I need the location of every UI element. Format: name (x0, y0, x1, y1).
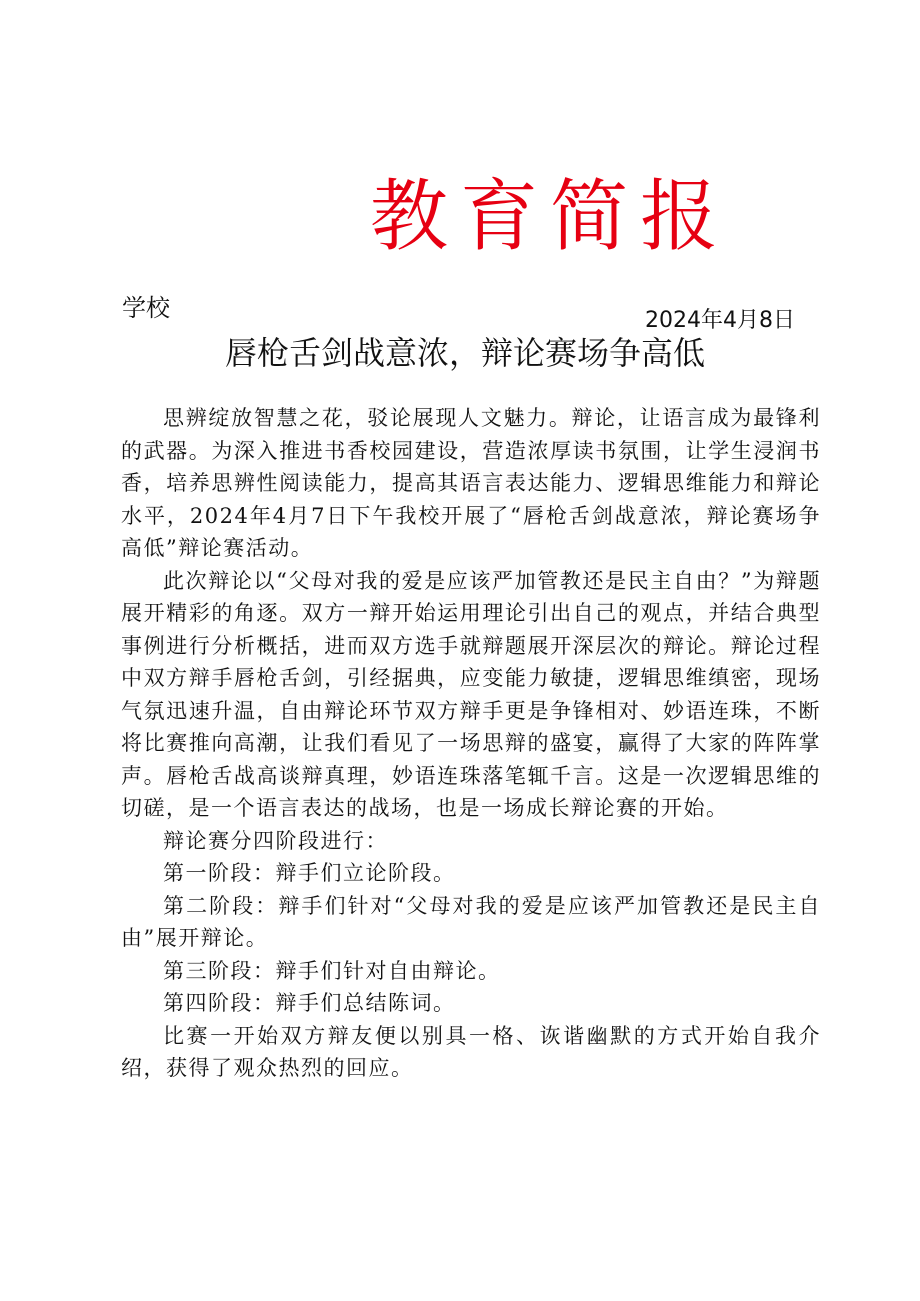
paragraph-stage-2: 第二阶段：辩手们针对“父母对我的爱是应该严加管教还是民主自由”展开辩论。 (121, 893, 821, 950)
paragraph-debate-topic: 此次辩论以“父母对我的爱是应该严加管教还是民主自由？”为辩题展开精彩的角逐。双方一辩开始运用理论引出自己的观点，并结合典型事例进行分析概括，进而双方选手就辩题展开深层次的辩论。辩论过程中双方辩手唇枪舌剑，引经据典，应变能力敏捷，逻辑思维缜密，现场气氛迅速升温，自由辩论环节双方辩手更是争锋相对、妙语连珠，不断将比赛推向高潮，让我们看见了一场思辩的盛宴，赢得了大家的阵阵掌声。唇枪舌战高谈辩真理，妙语连珠落笔辄千言。这是一次逻辑思维的切磋，是一个语言表达的战场，也是一场成长辩论赛的开始。 (121, 568, 821, 820)
masthead-title: 教育简报 (370, 172, 731, 262)
paragraph-stages-intro: 辩论赛分四阶段进行： (163, 828, 388, 853)
paragraph-opening: 比赛一开始双方辩友便以别具一格、诙谐幽默的方式开始自我介绍，获得了观众热烈的回应。 (121, 1023, 821, 1080)
issue-date: 2024年4月8日 (645, 308, 795, 333)
article-body (121, 402, 821, 1085)
paragraph-intro: 思辨绽放智慧之花，驳论展现人文魅力。辩论，让语言成为最锋利的武器。为深入推进书香校园建设，营造浓厚读书氛围，让学生浸润书香，培养思辨性阅读能力，提高其语言表达能力、逻辑思维能力和辩论水平，2024年4月7日下午我校开展了“唇枪舌剑战意浓，辩论赛场争高低”辩论赛活动。 (121, 406, 821, 560)
paragraph-stage-1: 第一阶段：辩手们立论阶段。 (163, 861, 456, 885)
article-headline: 唇枪舌剑战意浓，辩论赛场争高低 (225, 334, 706, 372)
paragraph-stage-3: 第三阶段：辩手们针对自由辩论。 (163, 958, 501, 983)
paragraph-stage-4: 第四阶段：辩手们总结陈词。 (163, 991, 456, 1015)
school-label: 学校 (122, 294, 170, 322)
